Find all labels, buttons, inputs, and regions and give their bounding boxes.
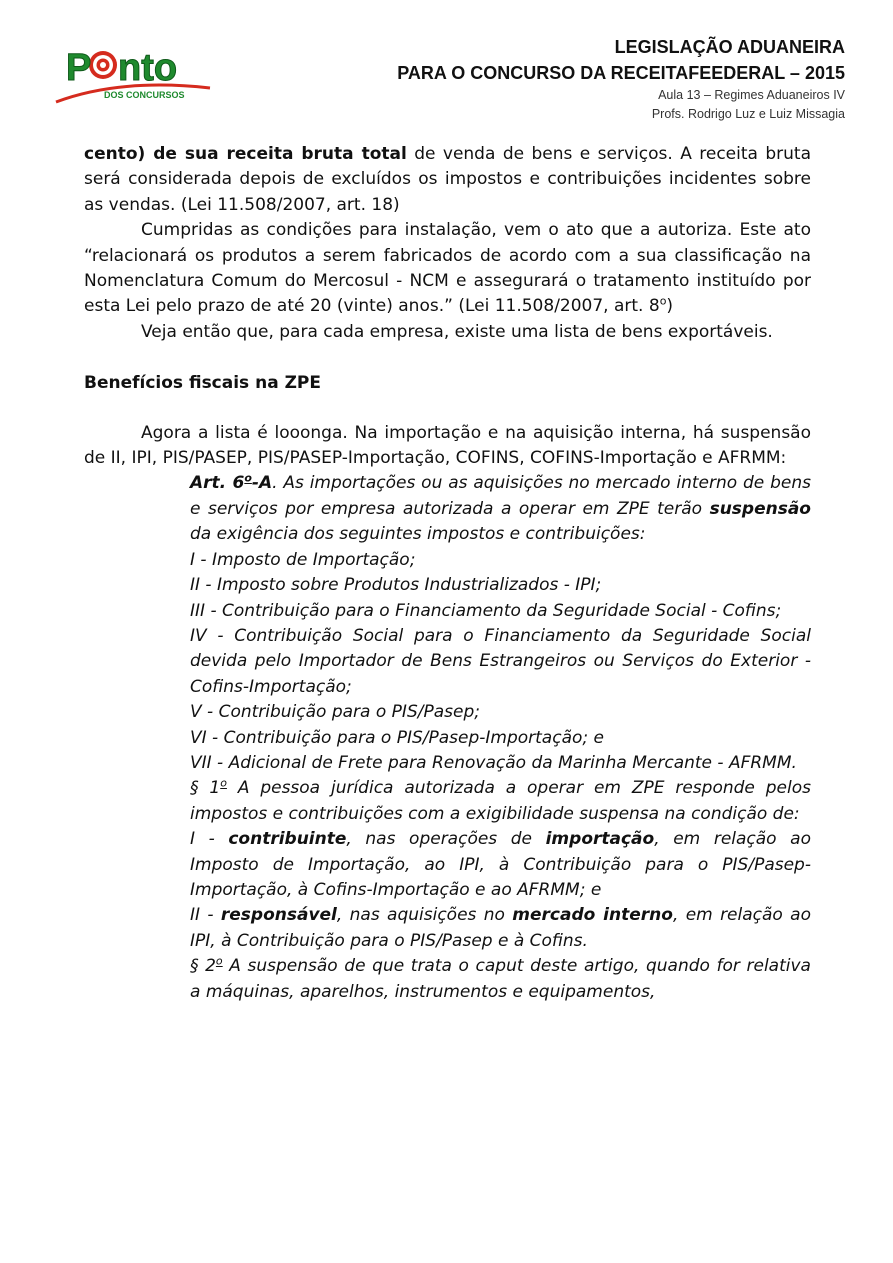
- section-title: Benefícios fiscais na ZPE: [84, 373, 321, 394]
- document-body: [84, 142, 811, 1005]
- quote-item-iii: III - Contribuição para o Financiamento da Seguridade Social - Cofins;: [190, 600, 782, 621]
- quote-item-ii: II - Imposto sobre Produtos Industrializados - IPI;: [190, 575, 602, 596]
- quote-paragraph-1-item-ii: II - responsável, nas aquisições no mercado interno, em relação ao IPI, à Contribuição para o PIS/Pasep e à Cofins.: [190, 905, 811, 951]
- quote-paragraph-1-item-i: I - contribuinte, nas operações de importação, em relação ao Imposto de Importação, ao IPI, à Contribuição para o PIS/Pasep-Importação, à Cofins-Importação e ao AFRMM; e: [190, 829, 811, 900]
- paragraph-ato-autorizacao: Cumpridas as condições para instalação, vem o ato que a autoriza. Este ato “relacionará os produtos a serem fabricados de acordo com a sua classificação na Nomenclatura Comum do Mercosul - NCM e assegurará o tratamento instituído por esta Lei pelo prazo de até 20 (vinte) anos.” (Lei 11.508/2007, art. 8$^o$): [84, 220, 811, 317]
- paragraph-receita-bruta: cento) de sua receita bruta total de venda de bens e serviços. A receita bruta será considerada depois de excluídos os impostos e contribuições incidentes sobre as vendas. (Lei 11.508/2007, art. 18): [84, 144, 811, 215]
- svg-text:P: P: [66, 47, 92, 89]
- quote-paragraph-2: § 2$^o$ A suspensão de que trata o caput deste artigo, quando for relativa a máquinas, aparelhos, instrumentos e equipamentos,: [190, 954, 811, 1002]
- paragraph-lista-looonga: Agora a lista é looonga. Na importação e na aquisição interna, há suspensão de II, IPI, PIS/PASEP, PIS/PASEP-Importação, COFINS, COFINS-Importação e AFRMM:: [84, 422, 811, 469]
- quote-art-6a: Art. 6$^o$-A. As importações ou as aquisições no mercado interno de bens e serviços por empresa autorizada a operar em ZPE terão suspensão da exigência dos seguintes impostos e contribuições:: [190, 471, 811, 545]
- paragraph-lista-bens: Veja então que, para cada empresa, existe uma lista de bens exportáveis.: [141, 321, 773, 342]
- header-title-line2: PARA O CONCURSO DA RECEITAFEEDERAL – 2015: [397, 63, 845, 83]
- header-professors: Profs. Rodrigo Luz e Luiz Missagia: [651, 107, 845, 121]
- header-title-line1: LEGISLAÇÃO ADUANEIRA: [614, 37, 845, 57]
- svg-text:nto: nto: [118, 47, 178, 89]
- quote-paragraph-1: § 1$^o$ A pessoa jurídica autorizada a operar em ZPE responde pelos impostos e contribuições com a exigibilidade suspensa na condição de:: [190, 776, 811, 824]
- logo-subtitle: DOS CONCURSOS: [104, 90, 185, 100]
- quote-item-i: I - Imposto de Importação;: [190, 549, 416, 570]
- logo-graphic: [50, 38, 215, 108]
- quote-item-vi: VI - Contribuição para o PIS/Pasep-Importação; e: [190, 727, 604, 748]
- quote-item-v: V - Contribuição para o PIS/Pasep;: [190, 702, 480, 723]
- page-header: [397, 34, 845, 124]
- quote-item-vii: VII - Adicional de Frete para Renovação da Marinha Mercante - AFRMM.: [190, 752, 797, 773]
- header-lesson: Aula 13 – Regimes Aduaneiros IV: [658, 88, 845, 102]
- ponto-dos-concursos-logo: [50, 38, 215, 108]
- quote-item-iv: IV - Contribuição Social para o Financiamento da Seguridade Social devida pelo Importador de Bens Estrangeiros ou Serviços do Exterior - Cofins-Importação;: [190, 625, 811, 697]
